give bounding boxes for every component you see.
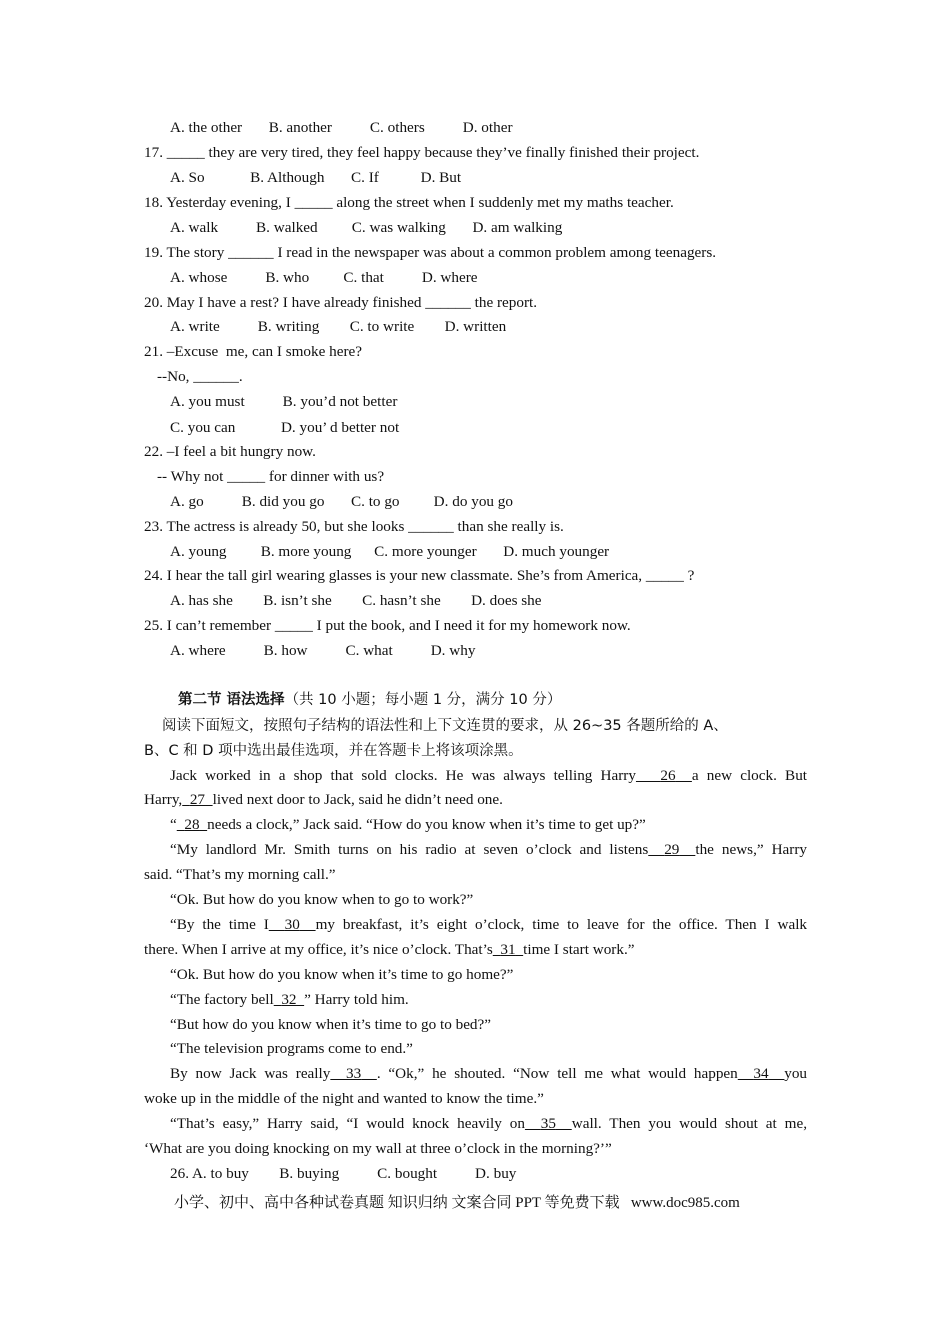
blank-26 [636,767,692,784]
blank-35-number: 35 [540,1115,556,1132]
q20-stem: 20. May I have a rest? I have already finished ______ the report. [144,294,538,311]
blank-33 [330,1065,376,1082]
passage-line-12: “The television programs come to end.” [170,1040,413,1057]
q25-stem: 25. I can’t remember _____ I put the book, and I need it for my homework now. [144,617,631,634]
passage-text: the news,” Harry [695,841,808,858]
q22-reply: -- Why not _____ for dinner with us? [157,468,385,485]
blank-29 [648,841,695,858]
q23-stem: 23. The actress is already 50, but she looks ______ than she really is. [144,518,564,535]
blank-31-number: 31 [500,941,516,958]
q22-options: A. go B. did you go C. to go D. do you go [170,493,513,510]
q17-options: A. So B. Although C. If D. But [170,169,462,186]
blank-34-number: 34 [753,1065,769,1082]
passage-line-14: woke up in the middle of the night and wanted to know the time.” [144,1090,544,1107]
q21-reply: --No, ______. [157,368,243,385]
passage-text: “That’s easy,” Harry said, “I would knock heavily on [170,1115,525,1132]
passage-text: needs a clock,” Jack said. “How do you know when it’s time to get up?” [207,816,646,833]
blank-30-number: 30 [284,916,300,933]
page-footer: 小学、初中、高中各种试卷真题 知识归纳 文案合同 PPT 等免费下载 www.doc985.com [174,1195,740,1211]
q21-stem: 21. –Excuse me, can I smoke here? [144,343,363,360]
passage-text: Harry, [144,791,183,808]
q21-options-ab: A. you must B. you’d not better [170,393,398,410]
q21-options-cd: C. you can D. you’ d better not [170,419,400,436]
section2-instruction-1: 阅读下面短文，按照句子结构的语法性和上下文连贯的要求，从 26~35 各题所给的 A、 [162,718,728,734]
passage-text: “ [170,816,177,833]
passage-text: wall. Then you would shout at me, [571,1115,807,1132]
passage-line-4 [170,840,807,860]
blank-26-number: 26 [660,767,676,784]
blank-33-number: 33 [345,1065,362,1082]
blank-27 [182,791,212,808]
passage-text: Jack worked in a shop that sold clocks. He was always telling Harry [170,767,636,784]
passage-text: a new clock. But [691,767,808,784]
passage-line-15 [170,1114,807,1134]
passage-line-16: ‘What are you doing knocking on my wall at three o’clock in the morning?’” [144,1140,612,1157]
q25-options: A. where B. how C. what D. why [170,642,476,659]
passage-text: there. When I arrive at my office, it’s nice o’clock. That’s [144,941,493,958]
q20-options: A. write B. writing C. to write D. written [170,318,507,335]
blank-28-number: 28 [184,816,200,833]
passage-text: “The factory bell [170,991,274,1008]
q19-stem: 19. The story ______ I read in the newspaper was about a common problem among teenagers. [144,244,717,261]
passage-line-3 [170,815,807,835]
passage-line-10 [170,990,807,1010]
blank-28 [177,816,207,833]
blank-32 [274,991,304,1008]
blank-27-number: 27 [189,791,206,808]
passage-text: you [784,1065,808,1082]
passage-text: “By the time I [170,916,269,933]
q19-options: A. whose B. who C. that D. where [170,269,478,286]
section2-instruction-2: B、C 和 D 项中选出最佳选项，并在答题卡上将该项涂黑。 [144,743,523,759]
passage-line-7 [170,915,807,935]
passage-line-2 [144,790,807,810]
q23-options: A. young B. more young C. more younger D. much younger [170,543,610,560]
blank-29-number: 29 [664,841,680,858]
q18-stem: 18. Yesterday evening, I _____ along the street when I suddenly met my maths teacher. [144,194,674,211]
q18-options: A. walk B. walked C. was walking D. am walking [170,219,563,236]
q17-stem: 17. _____ they are very tired, they feel happy because they’ve finally finished their project. [144,144,700,161]
passage-line-6: “Ok. But how do you know when to go to work?” [170,891,474,908]
blank-35 [525,1115,572,1132]
q16-options: A. the other B. another C. others D. other [170,119,513,136]
q24-stem: 24. I hear the tall girl wearing glasses is your new classmate. She’s from America, _____ ? [144,567,695,584]
q24-options: A. has she B. isn’t she C. hasn’t she D. does she [170,592,542,609]
passage-text: lived next door to Jack, said he didn’t need one. [212,791,503,808]
q22-stem: 22. –I feel a bit hungry now. [144,443,316,460]
passage-text: my breakfast, it’s eight o’clock, time to leave for the office. Then I walk [315,916,808,933]
passage-text: By now Jack was really [170,1065,331,1082]
passage-text: . “Ok,” he shouted. “Now tell me what would happen [376,1065,738,1082]
section2-title: 第二节 语法选择 [178,692,285,708]
section2-note: （共 10 小题；每小题 1 分，满分 10 分） [284,692,562,708]
section2-heading [178,690,807,710]
blank-31 [493,941,523,958]
passage-line-5: said. “That’s my morning call.” [144,866,336,883]
blank-32-number: 32 [281,991,297,1008]
blank-30 [269,916,316,933]
passage-text: “My landlord Mr. Smith turns on his radio at seven o’clock and listens [170,841,649,858]
passage-line-13 [170,1064,807,1084]
blank-34 [738,1065,784,1082]
q26-options: 26. A. to buy B. buying C. bought D. buy [170,1165,517,1182]
passage-line-8 [144,940,807,960]
passage-line-9: “Ok. But how do you know when it’s time to go home?” [170,966,514,983]
passage-line-1 [170,766,807,786]
passage-text: time I start work.” [523,941,635,958]
passage-line-11: “But how do you know when it’s time to go to bed?” [170,1016,492,1033]
passage-text: ” Harry told him. [304,991,409,1008]
